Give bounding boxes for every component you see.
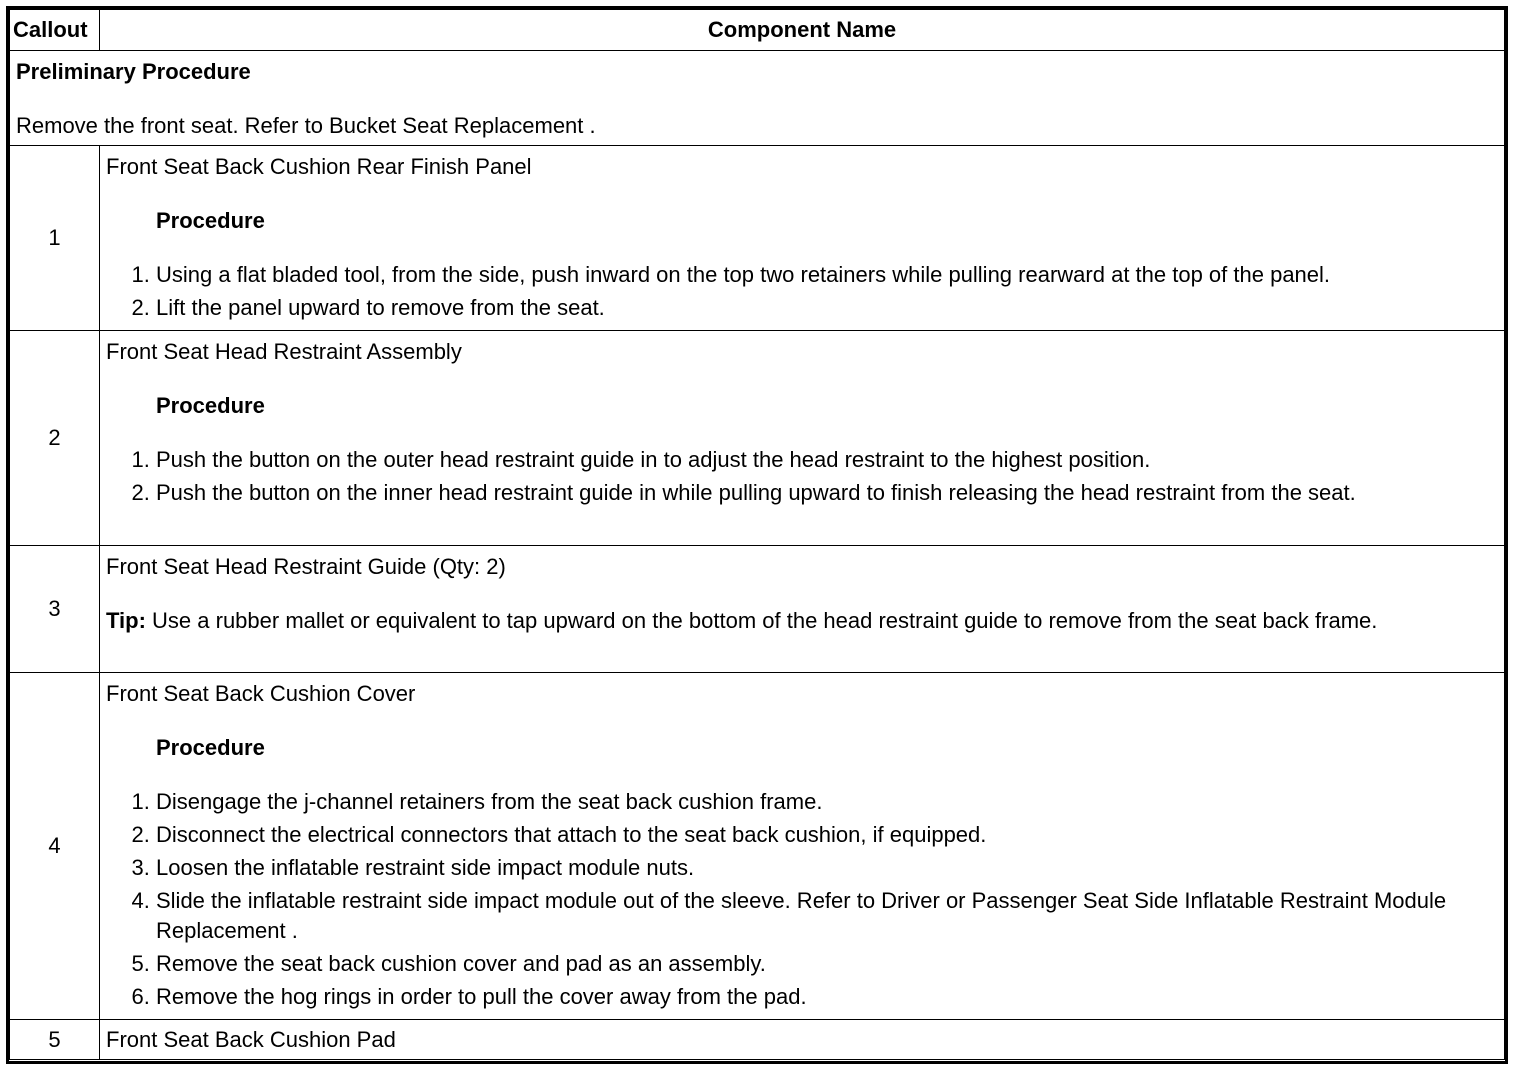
component-cell bbox=[100, 546, 1505, 673]
tip-text: Use a rubber mallet or equivalent to tap upward on the bottom of the head restraint guide to remove from the seat back frame. bbox=[145, 608, 1378, 633]
component-cell bbox=[100, 1020, 1505, 1060]
callout-number: 4 bbox=[10, 673, 100, 1020]
preliminary-row bbox=[10, 51, 1505, 146]
callout-header: Callout bbox=[10, 10, 100, 51]
procedure-step: 6. Remove the hog rings in order to pull the cover away from the pad. bbox=[156, 982, 1498, 1012]
component-name: Front Seat Back Cushion Cover bbox=[106, 681, 416, 706]
procedure-step: 2. Disconnect the electrical connectors that attach to the seat back cushion, if equipped. bbox=[156, 820, 1498, 850]
procedure-steps bbox=[106, 787, 1498, 1012]
table-row bbox=[10, 146, 1505, 331]
preliminary-title: Preliminary Procedure bbox=[16, 59, 251, 84]
procedure-step: 3. Loosen the inflatable restraint side impact module nuts. bbox=[156, 853, 1498, 883]
procedure-table-container bbox=[6, 6, 1508, 1064]
table-row bbox=[10, 546, 1505, 673]
tip-note bbox=[106, 606, 1498, 636]
callout-number: 5 bbox=[10, 1020, 100, 1060]
procedure-table bbox=[9, 9, 1505, 1060]
component-name-header: Component Name bbox=[100, 10, 1505, 51]
procedure-step: 1. Disengage the j-channel retainers from the seat back cushion frame. bbox=[156, 787, 1498, 817]
preliminary-cell bbox=[10, 51, 1505, 146]
component-cell bbox=[100, 673, 1505, 1020]
procedure-step: 4. Slide the inflatable restraint side impact module out of the sleeve. Refer to Driver or Passenger Seat Side Inflatable Restraint Module Replacement . bbox=[156, 886, 1498, 946]
component-name: Front Seat Head Restraint Guide (Qty: 2) bbox=[106, 554, 506, 579]
header-row bbox=[10, 10, 1505, 51]
table-row bbox=[10, 673, 1505, 1020]
procedure-heading: Procedure bbox=[156, 735, 265, 760]
component-cell bbox=[100, 146, 1505, 331]
table-row bbox=[10, 331, 1505, 546]
component-cell bbox=[100, 331, 1505, 546]
preliminary-text: Remove the front seat. Refer to Bucket Seat Replacement . bbox=[16, 113, 596, 138]
procedure-steps bbox=[106, 260, 1498, 323]
component-name: Front Seat Back Cushion Rear Finish Panel bbox=[106, 154, 532, 179]
procedure-heading: Procedure bbox=[156, 393, 265, 418]
procedure-step: 2. Push the button on the inner head restraint guide in while pulling upward to finish releasing the head restraint from the seat. bbox=[156, 478, 1498, 508]
procedure-step: 2. Lift the panel upward to remove from the seat. bbox=[156, 293, 1498, 323]
callout-number: 2 bbox=[10, 331, 100, 546]
callout-number: 3 bbox=[10, 546, 100, 673]
tip-label: Tip: bbox=[106, 608, 146, 633]
callout-number: 1 bbox=[10, 146, 100, 331]
procedure-heading: Procedure bbox=[156, 208, 265, 233]
procedure-step: 1. Push the button on the outer head restraint guide in to adjust the head restraint to the highest position. bbox=[156, 445, 1498, 475]
procedure-step: 1. Using a flat bladed tool, from the side, push inward on the top two retainers while pulling rearward at the top of the panel. bbox=[156, 260, 1498, 290]
procedure-steps bbox=[106, 445, 1498, 508]
component-name: Front Seat Head Restraint Assembly bbox=[106, 339, 462, 364]
procedure-step: 5. Remove the seat back cushion cover and pad as an assembly. bbox=[156, 949, 1498, 979]
table-row bbox=[10, 1020, 1505, 1060]
component-name: Front Seat Back Cushion Pad bbox=[106, 1026, 396, 1052]
